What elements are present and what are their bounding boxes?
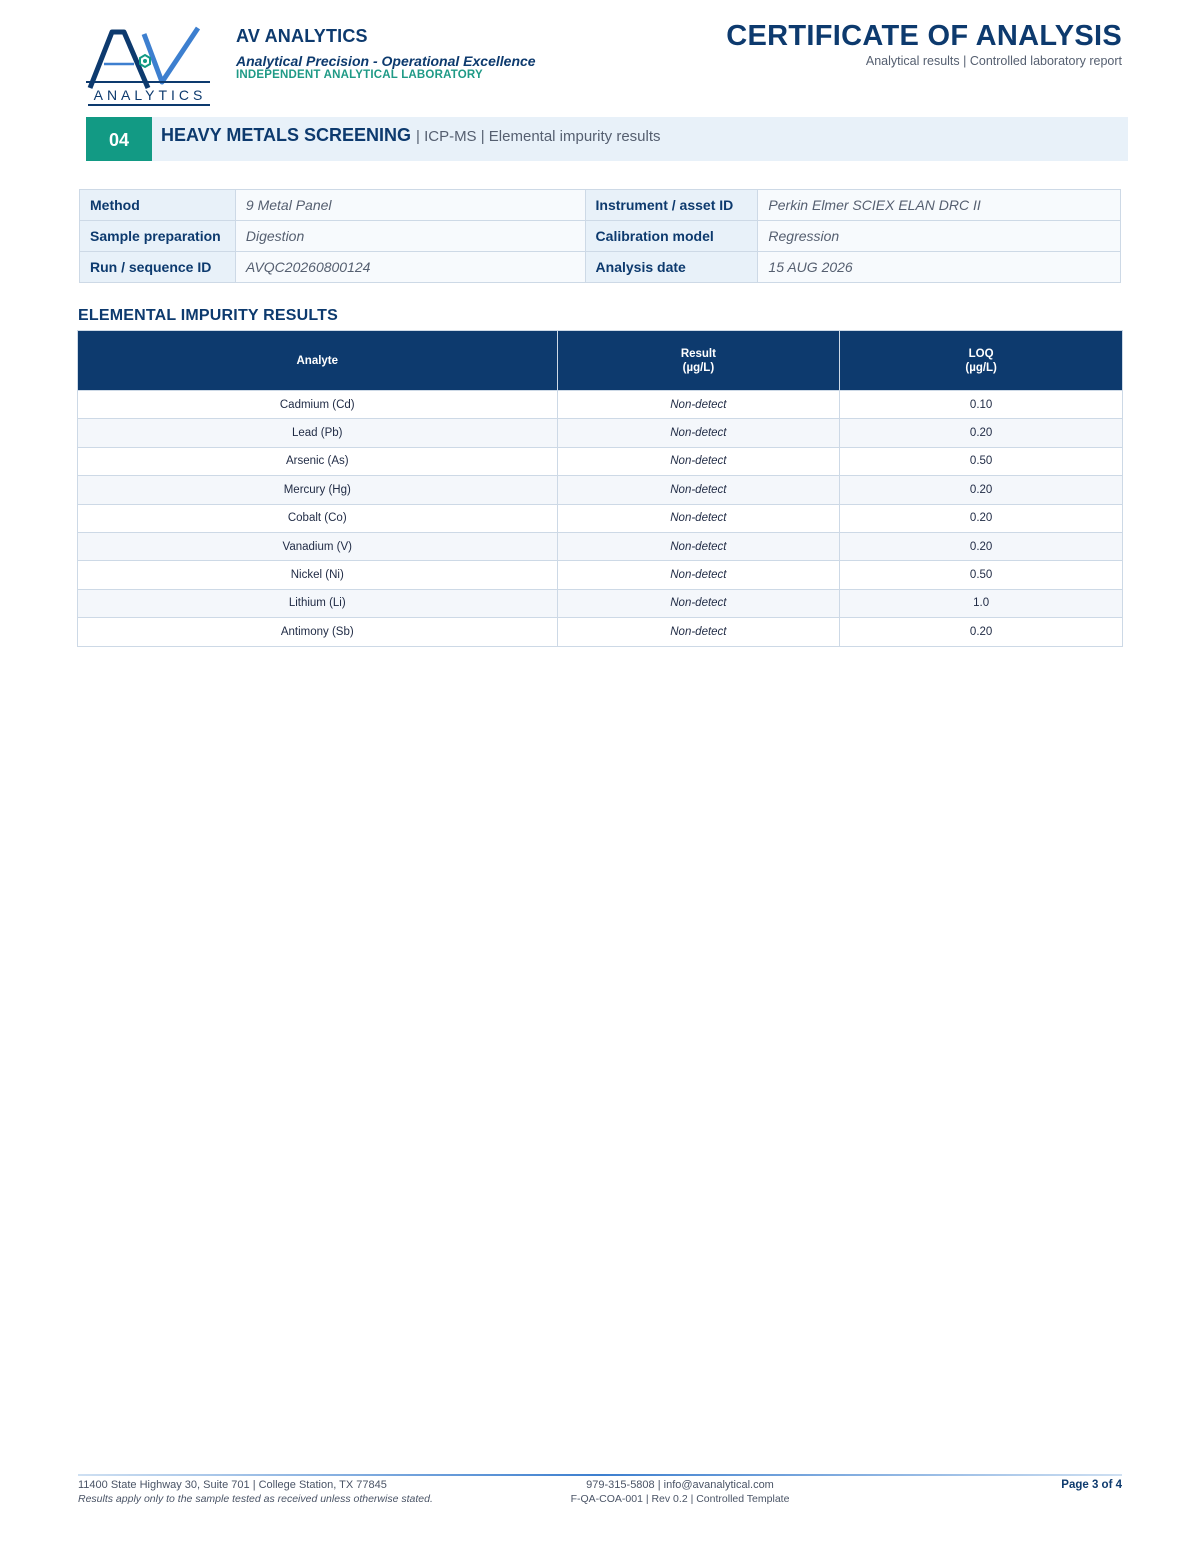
table-row [78,447,1123,475]
result-cell: Non-detect [557,589,840,617]
results-heading: ELEMENTAL IMPURITY RESULTS [78,307,339,324]
loq-cell: 0.20 [840,476,1123,504]
analyte-cell: Cobalt (Co) [78,504,558,532]
footer-contact: 979-315-5808 | info@avanalytical.com [586,1479,774,1491]
table-row [78,391,1123,419]
meta-label: Method [80,190,236,221]
result-cell: Non-detect [557,532,840,560]
section-title: HEAVY METALS SCREENING [161,125,412,145]
table-row [78,504,1123,532]
meta-value: AVQC20260800124 [235,252,585,283]
column-header-label: Result [680,347,716,360]
column-header-unit: (µg/L) [682,361,715,374]
document-title: CERTIFICATE OF ANALYSIS [726,20,1122,52]
footer-left [78,1479,433,1505]
analyte-cell: Cadmium (Cd) [78,391,558,419]
meta-label: Sample preparation [80,221,236,252]
analyte-cell: Nickel (Ni) [78,561,558,589]
loq-cell: 0.20 [840,504,1123,532]
loq-cell: 0.10 [840,391,1123,419]
footer-address: 11400 State Highway 30, Suite 701 | College Station, TX 77845 [78,1479,387,1491]
meta-row [80,221,1121,252]
lab-type: INDEPENDENT ANALYTICAL LABORATORY [236,69,483,81]
results-header-row [78,331,1123,391]
column-header-label: LOQ [968,347,994,360]
document-subtitle: Analytical results | Controlled laboratory report [865,54,1122,68]
meta-row [80,190,1121,221]
meta-value: 15 AUG 2026 [758,252,1121,283]
analyte-cell: Lithium (Li) [78,589,558,617]
section-subtitle: | ICP-MS | Elemental impurity results [416,128,661,145]
meta-label: Instrument / asset ID [585,190,758,221]
company-name: AV ANALYTICS [236,26,368,46]
document-title-block [726,20,1122,68]
meta-label: Analysis date [585,252,758,283]
page-number: Page 3 of 4 [1061,1479,1122,1491]
column-header-result [557,331,840,391]
section-header [86,117,1128,161]
table-row [78,618,1123,646]
result-cell: Non-detect [557,618,840,646]
logo-underline [88,104,210,106]
logo-wordmark: ANALYTICS [93,87,207,103]
footer-center [480,1479,880,1505]
column-header-loq [840,331,1123,391]
result-cell: Non-detect [557,447,840,475]
loq-cell: 0.20 [840,419,1123,447]
table-row [78,419,1123,447]
column-header-label: Analyte [296,354,339,367]
result-cell: Non-detect [557,561,840,589]
table-row [78,561,1123,589]
footer-disclaimer: Results apply only to the sample tested as received unless otherwise stated. [78,1493,433,1505]
result-cell: Non-detect [557,419,840,447]
method-info-table [79,189,1121,283]
loq-cell: 0.20 [840,532,1123,560]
analyte-cell: Mercury (Hg) [78,476,558,504]
analyte-cell: Lead (Pb) [78,419,558,447]
column-header-unit: (µg/L) [965,361,997,374]
meta-label: Run / sequence ID [80,252,236,283]
loq-cell: 1.0 [840,589,1123,617]
meta-value: 9 Metal Panel [235,190,585,221]
meta-label: Calibration model [585,221,758,252]
result-cell: Non-detect [557,391,840,419]
table-row [78,476,1123,504]
table-row [78,532,1123,560]
analyte-cell: Arsenic (As) [78,447,558,475]
company-tagline: Analytical Precision - Operational Excellence [236,53,536,69]
analyte-cell: Vanadium (V) [78,532,558,560]
meta-value: Digestion [235,221,585,252]
loq-cell: 0.20 [840,618,1123,646]
results-table [77,330,1123,647]
footer-template-id: F-QA-COA-001 | Rev 0.2 | Controlled Template [570,1493,790,1505]
loq-cell: 0.50 [840,561,1123,589]
column-header-analyte [78,331,558,391]
footer-divider [78,1474,1122,1476]
section-number: 04 [86,117,152,161]
company-block [236,26,536,81]
table-row [78,589,1123,617]
loq-cell: 0.50 [840,447,1123,475]
result-cell: Non-detect [557,504,840,532]
result-cell: Non-detect [557,476,840,504]
meta-row [80,252,1121,283]
meta-value: Regression [758,221,1121,252]
meta-value: Perkin Elmer SCIEX ELAN DRC II [758,190,1121,221]
analyte-cell: Antimony (Sb) [78,618,558,646]
